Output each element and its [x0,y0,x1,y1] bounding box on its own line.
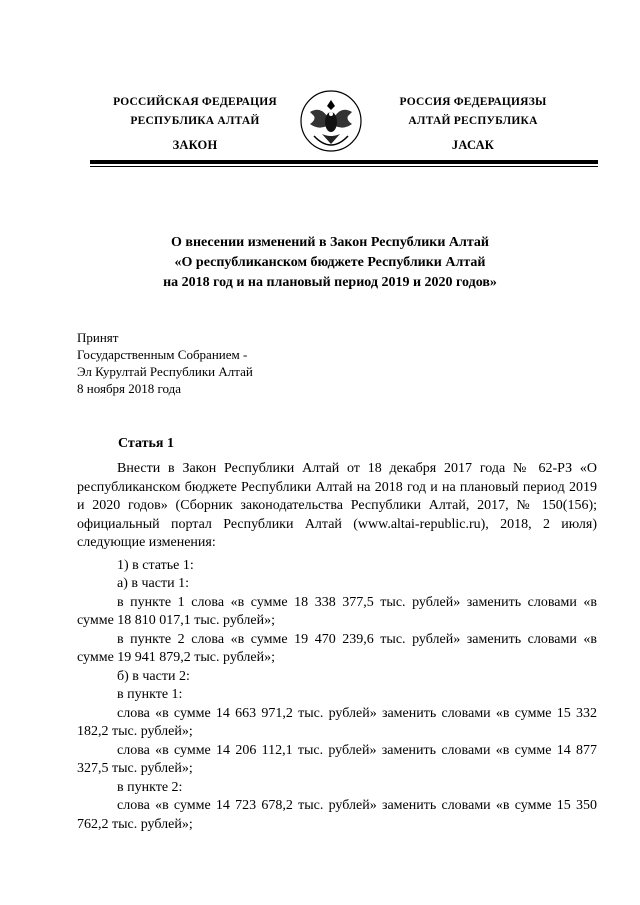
document-title [80,233,580,293]
item-b-point-2-a: слова «в сумме 14 723 678,2 тыс. рублей» заменить словами «в сумме 15 350 762,2 тыс. рублей»; [77,798,597,832]
header-rule-thin [90,166,598,167]
article-intro: Внести в Закон Республики Алтай от 18 декабря 2017 года № 62-РЗ «О республиканском бюджете Республики Алтай на 2018 год и на плановый период 2019 и 2020 годов» (Сборник законодательства Республики Алтай, 2017, № 150(156); официальный портал Республики Алтай (www.altai-republic.ru), 2018, 2 июля) следующие изменения: [77,461,597,550]
title-line-1: О внесении изменений в Закон Республики Алтай [171,235,489,250]
item-1: 1) в статье 1: [117,557,194,573]
item-b-point-1: в пункте 1: [117,687,183,702]
item-b-point-2: в пункте 2: [117,779,183,795]
adoption-block [77,329,253,397]
item-b-point-1-a: слова «в сумме 14 663 971,2 тыс. рублей» заменить словами «в сумме 15 332 182,2 тыс. рублей»; [77,705,597,739]
item-a: а) в части 1: [117,576,189,591]
item-b: б) в части 2: [117,668,190,684]
article-body [77,460,597,834]
title-line-2: «О республиканском бюджете Республики Алтай [174,255,486,270]
coat-of-arms-altai-icon [300,86,362,156]
header-left-country: РОССИЙСКАЯ ФЕДЕРАЦИЯ [113,96,277,108]
item-a-point-1: в пункте 1 слова «в сумме 18 338 377,5 тыс. рублей» заменить словами «в сумме 18 810 017,1 тыс. рублей»; [77,594,597,628]
item-b-point-1-b: слова «в сумме 14 206 112,1 тыс. рублей» заменить словами «в сумме 14 877 327,5 тыс. рублей»; [77,742,597,776]
adopted-label: Принят [77,330,119,345]
header-left-republic: РЕСПУБЛИКА АЛТАЙ [130,115,260,127]
item-a-point-2: в пункте 2 слова «в сумме 19 470 239,6 тыс. рублей» заменить словами «в сумме 19 941 879,2 тыс. рублей»; [77,631,597,665]
header-rule-thick [90,160,598,164]
adopted-body: Государственным Собранием - [77,347,248,362]
title-line-3: на 2018 год и на плановый период 2019 и 2020 годов» [163,275,497,290]
header-right-doc-type: JАСАК [451,138,495,152]
header-left-doc-type: ЗАКОН [172,138,218,152]
article-heading: Статья 1 [118,436,174,451]
header-right-country: РОССИЯ ФЕДЕРАЦИЯЗЫ [399,96,547,108]
adopted-date: 8 ноября 2018 года [77,381,182,396]
header-right-republic: АЛТАЙ РЕСПУБЛИКА [408,115,538,127]
adopted-body-name: Эл Курултай Республики Алтай [77,364,253,379]
